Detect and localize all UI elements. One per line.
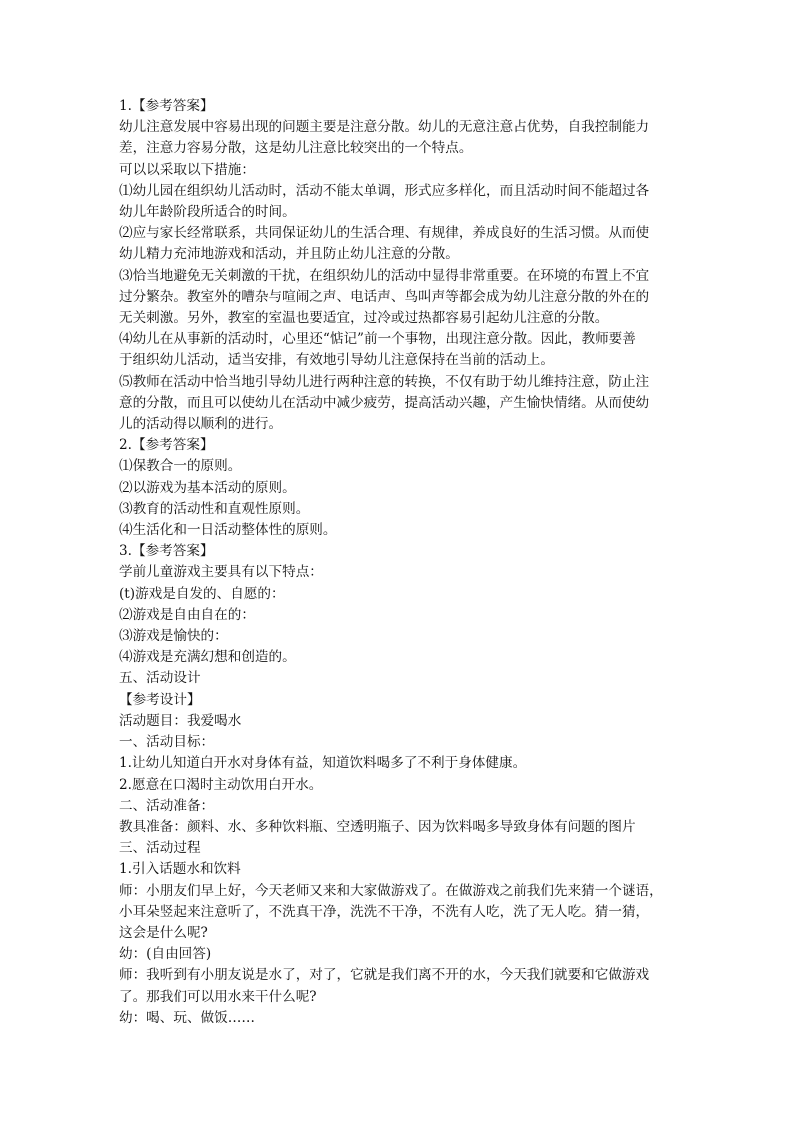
document-page bbox=[119, 96, 685, 1029]
text-line: 2.愿意在口渴时主动饮用白开水。 bbox=[119, 776, 323, 793]
text-line: ⑷幼儿在从事新的活动时，心里还“惦记”前一个事物，出现注意分散。因此，教师要善 bbox=[119, 331, 636, 348]
text-line: ⑵游戏是自由自在的： bbox=[119, 606, 255, 623]
text-line: 幼儿注意发展中容易出现的问题主要是注意分散。幼儿的无意注意占优势，自我控制能力 bbox=[119, 119, 650, 136]
text-line: 意的分散，而且可以使幼儿在活动中减少疲劳，提高活动兴趣，产生愉快情绪。从而使幼 bbox=[119, 394, 650, 411]
text-line: 可以以采取以下措施： bbox=[119, 161, 255, 178]
text-line: 1.让幼儿知道白开水对身体有益，知道饮料喝多了不利于身体健康。 bbox=[119, 755, 527, 772]
text-line: 幼：(自由回答) bbox=[119, 946, 212, 963]
text-line: ⑶恰当地避免无关刺激的干扰，在组织幼儿的活动中显得非常重要。在环境的布置上不宜 bbox=[119, 267, 650, 284]
text-line: ⑶游戏是愉快的： bbox=[119, 628, 228, 645]
text-line: ⑴保教合一的原则。 bbox=[119, 458, 242, 475]
text-line: 师：小朋友们早上好，今天老师又来和大家做游戏了。在做游戏之前我们先来猜一个谜语， bbox=[119, 882, 663, 899]
text-line: 过分繁杂。教室外的嘈杂与喧闹之声、电话声、鸟叫声等都会成为幼儿注意分散的外在的 bbox=[119, 288, 650, 305]
text-line: 教具准备：颜料、水、多种饮料瓶、空透明瓶子、因为饮料喝多导致身体有问题的图片 bbox=[119, 818, 636, 835]
text-line: 2.【参考答案】 bbox=[119, 437, 214, 454]
text-line: 学前儿童游戏主要具有以下特点： bbox=[119, 564, 323, 581]
text-line: ⑷游戏是充满幻想和创造的。 bbox=[119, 649, 296, 666]
text-line: 这会是什么呢? bbox=[119, 924, 208, 941]
text-line: 幼：喝、玩、做饭…… bbox=[119, 1009, 255, 1026]
text-line: 1.引入话题水和饮料 bbox=[119, 861, 241, 878]
text-line: 一、活动目标： bbox=[119, 734, 215, 751]
text-line: ⑵应与家长经常联系，共同保证幼儿的生活合理、有规律，养成良好的生活习惯。从而使 bbox=[119, 225, 650, 242]
text-line: (t)游戏是自发的、自愿的： bbox=[119, 585, 285, 602]
text-line: 于组织幼儿活动，适当安排，有效地引导幼儿注意保持在当前的活动上。 bbox=[119, 352, 554, 369]
text-line: ⑸教师在活动中恰当地引导幼儿进行两种注意的转换，不仅有助于幼儿维持注意，防止注 bbox=[119, 373, 650, 390]
text-line: 无关刺激。另外，教室的室温也要适宜，过冷或过热都容易引起幼儿注意的分散。 bbox=[119, 310, 609, 327]
text-line: 幼儿精力充沛地游戏和活动，并且防止幼儿注意的分散。 bbox=[119, 246, 459, 263]
text-line: ⑶教育的活动性和直观性原则。 bbox=[119, 500, 310, 517]
text-line: 差，注意力容易分散，这是幼儿注意比较突出的一个特点。 bbox=[119, 140, 473, 157]
text-line: 师：我听到有小朋友说是水了，对了，它就是我们离不开的水，今天我们就要和它做游戏 bbox=[119, 967, 650, 984]
text-line: 幼儿年龄阶段所适合的时间。 bbox=[119, 204, 296, 221]
text-line: ⑷生活化和一日活动整体性的原则。 bbox=[119, 522, 337, 539]
text-line: 儿的活动得以顺利的进行。 bbox=[119, 416, 283, 433]
text-line: 小耳朵竖起来注意听了，不洗真干净，洗洗不干净，不洗有人吃，洗了无人吃。猜一猜， bbox=[119, 903, 650, 920]
text-line: ⑴幼儿园在组织幼儿活动时，活动不能太单调，形式应多样化，而且活动时间不能超过各 bbox=[119, 182, 650, 199]
text-line: 1.【参考答案】 bbox=[119, 98, 214, 114]
text-line: 活动题目：我爱喝水 bbox=[119, 712, 242, 729]
text-line: 五、活动设计 bbox=[119, 670, 201, 687]
text-line: 三、活动过程 bbox=[119, 840, 201, 857]
text-line: 【参考设计】 bbox=[119, 691, 201, 708]
text-line: 了。那我们可以用水来干什么呢? bbox=[119, 988, 317, 1005]
text-line: 二、活动准备： bbox=[119, 797, 215, 814]
text-line: ⑵以游戏为基本活动的原则。 bbox=[119, 479, 296, 496]
text-line: 3.【参考答案】 bbox=[119, 543, 214, 560]
